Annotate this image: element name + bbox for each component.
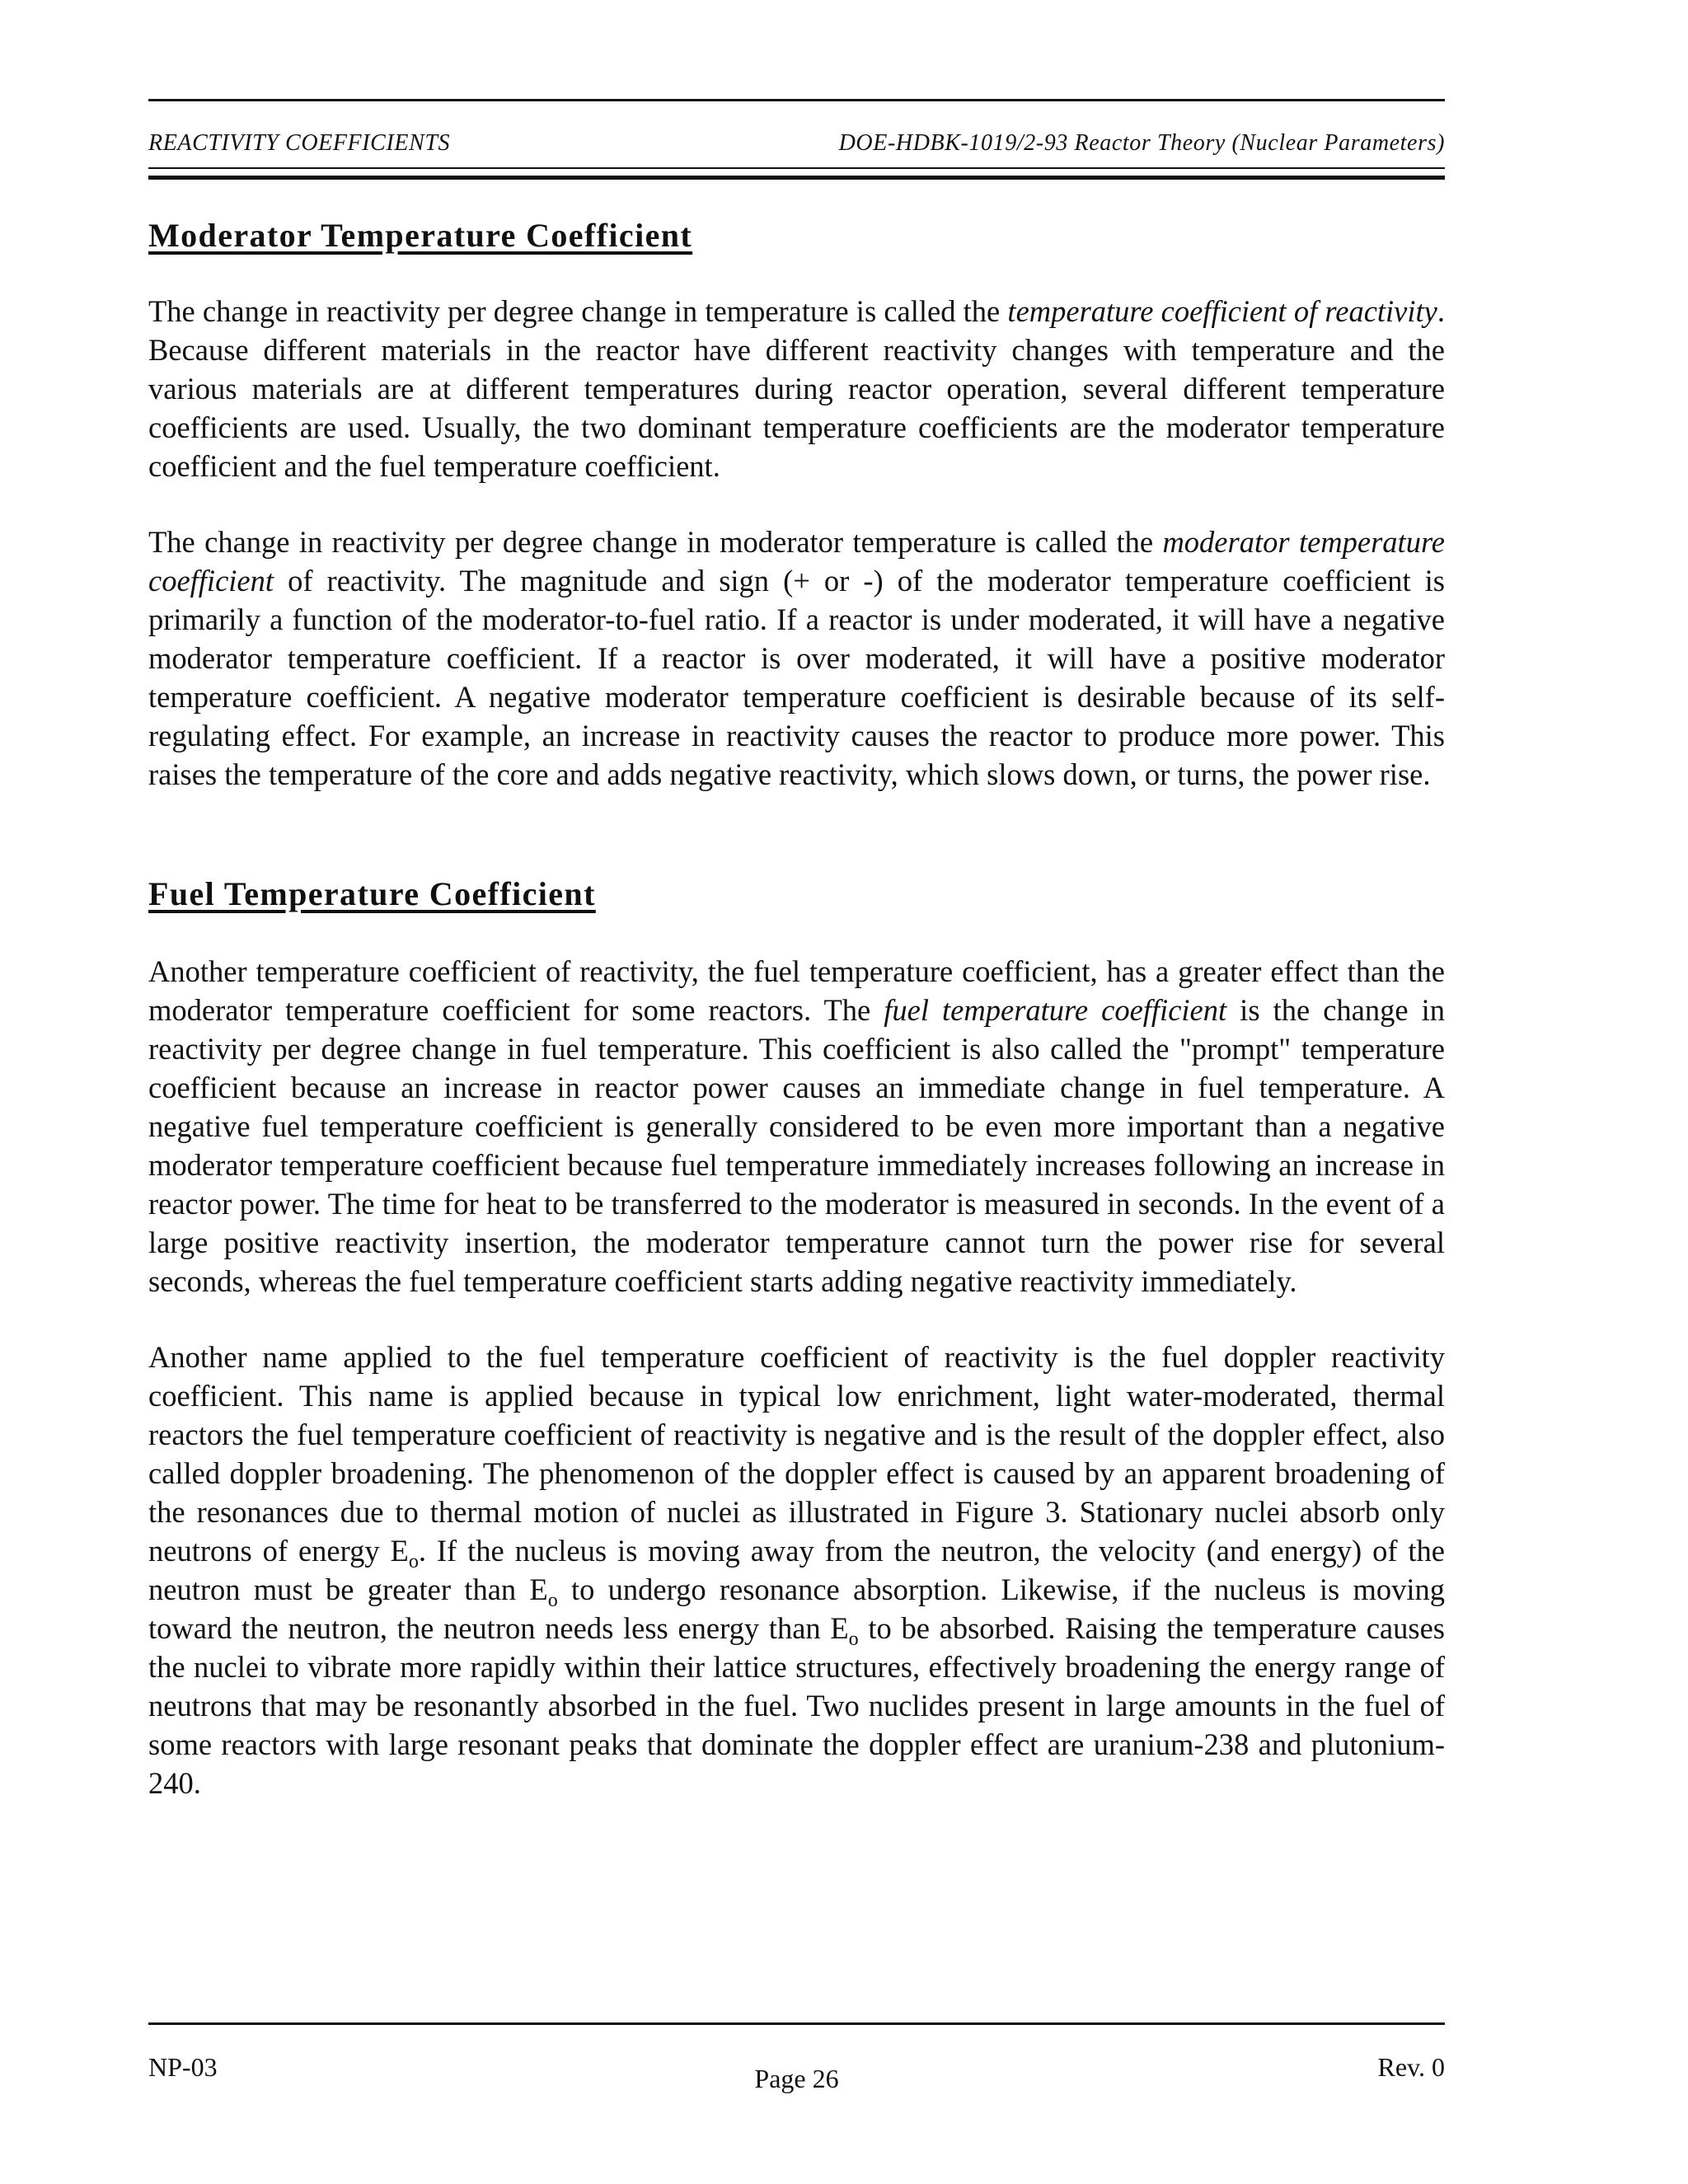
text-run: to be absorbed. Raising the temperature causes the nuclei to vibrate more rapidly within their lattice structures, effectively broadening the energy range of neutrons that may be resonantly absorbed in the fuel. Two nuclides present in large amounts in the fuel of some reactors with large resonant peaks that dominate the doppler effect are uranium-238 and plutonium-240. [148, 1611, 1445, 1800]
paragraph-temperature-coefficient [148, 292, 1445, 485]
footer-revision: Rev. 0 [1377, 2052, 1445, 2082]
header-rule-thick [148, 176, 1445, 180]
page-body [148, 211, 1445, 1802]
emphasis-term: temperature coefficient of reactivity [1007, 294, 1437, 328]
text-run: . Because different materials in the reactor have different reactivity changes with temperature and the various materials are at different temperatures during reactor operation, several different temperature coefficients are used. Usually, the two dominant temperature coefficients are the moderator temperature coefficient and the fuel temperature coefficient. [148, 294, 1445, 483]
footer-module-id: NP-03 [148, 2052, 218, 2082]
text-run: The change in reactivity per degree change in temperature is called the [148, 294, 1008, 328]
paragraph-doppler-coefficient [148, 1338, 1445, 1802]
footer-page-number: Page 26 [754, 2064, 839, 2093]
running-header [148, 130, 1445, 163]
subscript-o: o [547, 1590, 558, 1611]
paragraph-moderator-coefficient [148, 523, 1445, 794]
header-document-title: DOE-HDBK-1019/2-93 Reactor Theory (Nuclear Parameters) [838, 130, 1445, 156]
footer-rule [148, 2022, 1445, 2025]
text-run: The change in reactivity per degree change in moderator temperature is called the [148, 525, 1163, 559]
paragraph-fuel-coefficient [148, 952, 1445, 1301]
text-run: to undergo resonance absorption. Likewise, if the nucleus is moving toward the neutron, the neutron needs less energy than E [148, 1572, 1445, 1645]
text-run: of reactivity. The magnitude and sign (+ or -) of the moderator temperature coefficient is primarily a function of the moderator-to-fuel ratio. If a reactor is under moderated, it will have a negative moderator temperature coefficient. If a reactor is over moderated, it will have a positive moderator temperature coefficient. A negative moderator temperature coefficient is desirable because of its self-regulating effect. For example, an increase in reactivity causes the reactor to produce more power. This raises the temperature of the core and adds negative reactivity, which slows down, or turns, the power rise. [148, 564, 1445, 791]
emphasis-term: fuel temperature coefficient [884, 993, 1227, 1027]
subscript-o: o [848, 1629, 859, 1650]
text-run: . If the nucleus is moving away from the neutron, the velocity (and energy) of the neutron must be greater than E [148, 1534, 1445, 1606]
subscript-o: o [408, 1551, 419, 1572]
header-top-rule [148, 99, 1445, 101]
text-run: Another name applied to the fuel temperature coefficient of reactivity is the fuel doppler reactivity coefficient. This name is applied because in typical low enrichment, light water-moderated, thermal reactors the fuel temperature coefficient of reactivity is negative and is the result of the doppler effect, also called doppler broadening. The phenomenon of the doppler effect is caused by an apparent broadening of the resonances due to thermal motion of nuclei as illustrated in Figure 3. Stationary nuclei absorb only neutrons of energy E [148, 1340, 1445, 1568]
heading-moderator-temperature-coefficient: Moderator Temperature Coefficient [148, 217, 693, 254]
text-run: is the change in reactivity per degree change in fuel temperature. This coefficient is also called the "prompt" temperature coefficient because an increase in reactor power causes an immediate change in fuel temperature. A negative fuel temperature coefficient is generally considered to be even more important than a negative moderator temperature coefficient because fuel temperature immediately increases following an increase in reactor power. The time for heat to be transferred to the moderator is measured in seconds. In the event of a large positive reactivity insertion, the moderator temperature cannot turn the power rise for several seconds, whereas the fuel temperature coefficient starts adding negative reactivity immediately. [148, 993, 1445, 1298]
text-run: Another temperature coefficient of reactivity, the fuel temperature coefficient, has a greater effect than the moderator temperature coefficient for some reactors. The [148, 954, 1445, 1027]
emphasis-term: moderator temperature coefficient [148, 525, 1445, 598]
page-footer [148, 2052, 1445, 2102]
header-section-title: REACTIVITY COEFFICIENTS [148, 130, 451, 156]
header-rule-thin [148, 167, 1445, 169]
heading-fuel-temperature-coefficient: Fuel Temperature Coefficient [148, 875, 596, 912]
